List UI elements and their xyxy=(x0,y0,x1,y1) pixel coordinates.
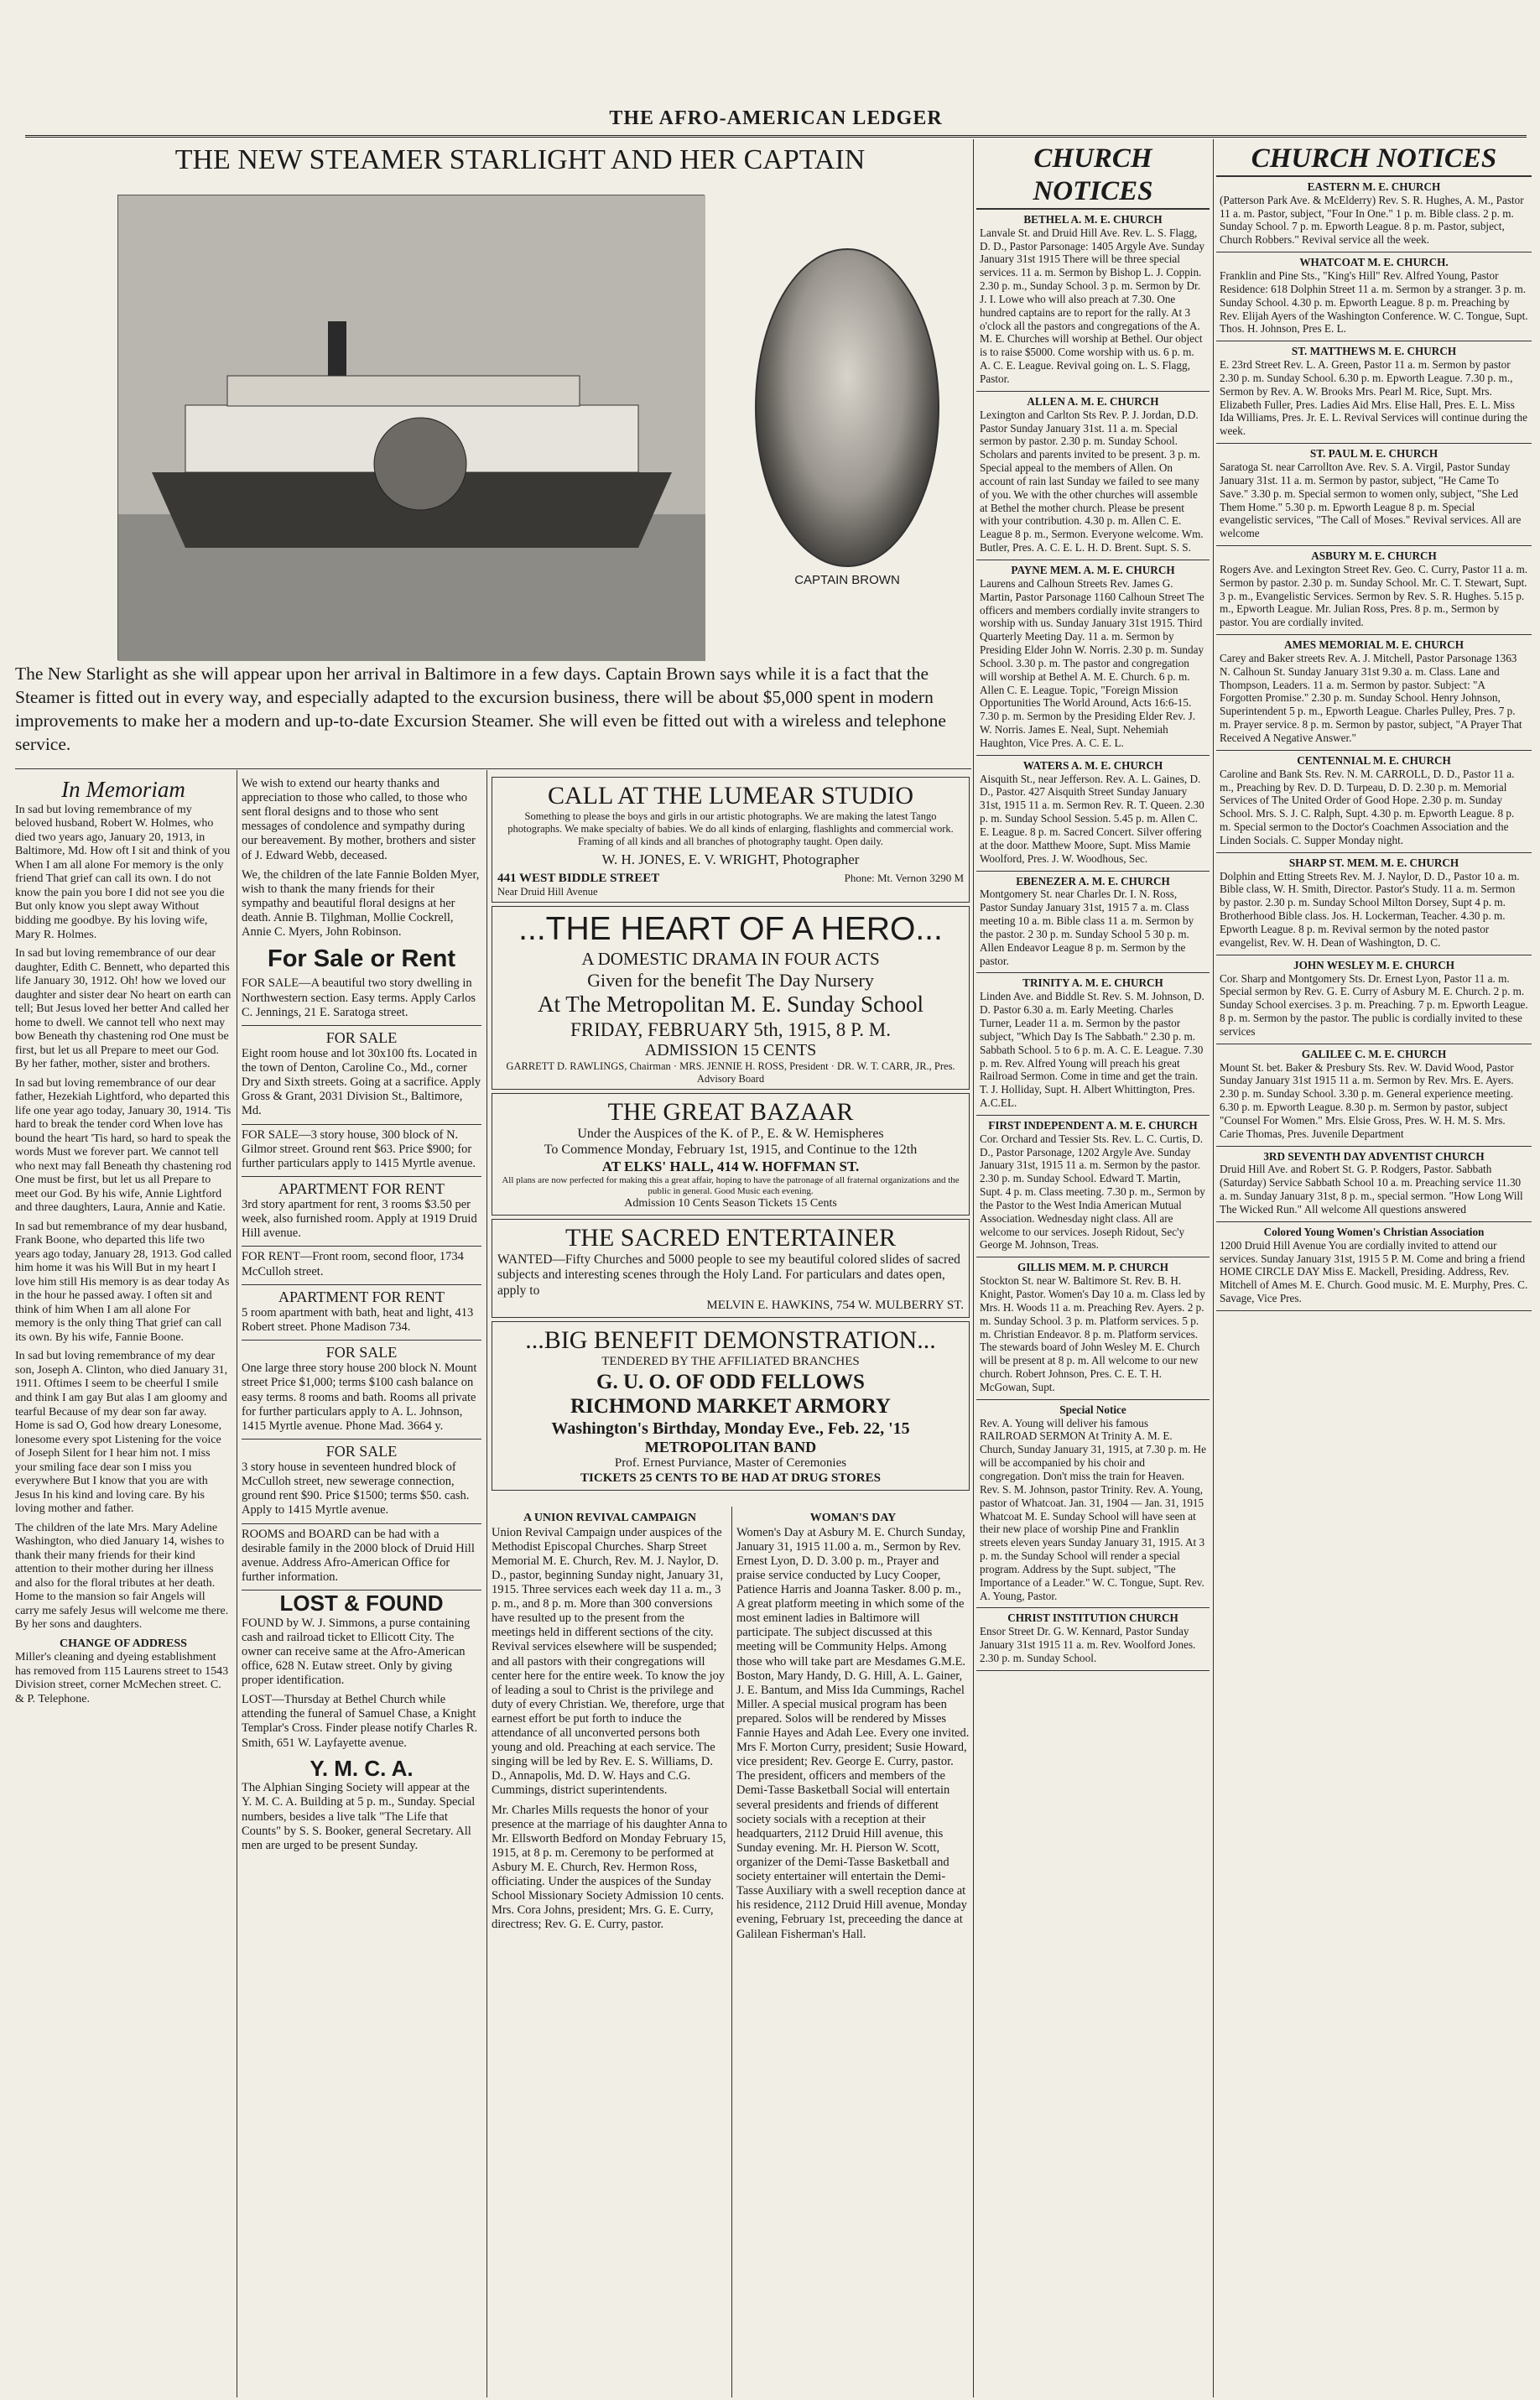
church-schedule: Rogers Ave. and Lexington Street Rev. Geo. C. Curry, Pastor 11 a. m. Sermon by pastor. 2.30 p. m. Sunday School. Mr. C. T. Stewart, Supt. 3 p. m., Evangelistic Services. Sermon by Rev. S. R. Hughes. 5.15 p. m., Epworth League. Mr. Julian Ross, Pres. 8 p. m., Sermon by pastor. You are cordially invited. xyxy=(1220,562,1528,629)
sacred-ad xyxy=(492,1219,970,1318)
hero-benefit: Given for the benefit The Day Nursery xyxy=(587,969,874,991)
memoriam-item: In sad but loving remembrance of our dear daughter, Edith C. Bennett, who departed this life January 30, 1912. Oh! how we loved our daughter and sister dear No heart on earth can tell; But Jesus loved her better And called her home to dwell. We cannot tell who next may bow Beneath thy chastening rod One must be first, but let us all Prepare to meet our God. By her father, mother, sister and brothers. xyxy=(15,947,232,1071)
church-schedule: Carey and Baker streets Rev. A. J. Mitchell, Pastor Parsonage 1363 N. Calhoun St. Sunday January 31st 9.30 a. m. Class. Lane and Thompson, Leaders. 11 a. m. Sermon by pastor. Subject: "A Forgotten Promise." 2.30 p. m. Sunday School. Henry Johnson, Superintendent 5 p. m., Epworth League. Charles Pulley, Pres. 7 p. m. Prayer service. 8 p. m. Sermon by pastor, subject, "A Prayer That Received A Negative Answer." xyxy=(1220,651,1522,744)
church-name: SHARP ST. MEM. M. E. CHURCH xyxy=(1288,856,1459,869)
church-schedule: 1200 Druid Hill Avenue You are cordially invited to attend our services. Sunday January 31st, 1915 5 P. M. Come and bring a friend HOME CIRCLE DAY Miss E. Mackell, Presiding. Address, Rev. Mitchell of Ames M. E. Church. Good music. M. E. Murphy, Pres. C. Savage, Vice Pres. xyxy=(1220,1238,1528,1305)
sacred-text: WANTED—Fifty Churches and 5000 people to see my beautiful colored slides of sacred subjects and interesting scenes through the Holy Land. For particulars and dates open, apply to xyxy=(497,1252,960,1298)
studio-names: W. H. JONES, E. V. WRIGHT, Photographer xyxy=(601,851,860,867)
church-schedule: Lexington and Carlton Sts Rev. P. J. Jordan, D.D. Pastor Sunday January 31st. 11 a. m. Special sermon by pastor. 2.30 p. m. Sunday School. Scholars and parents invited to be present. 3 p. m. Special appeal to the members of Allen. On account of rain last Sunday we failed to see many of you. We with the other churches will assemble at Bethel the mother church. Please be present with your contribution. 4.30 p. m. Allen C. E. League 8 p. m., Sermon. Everyone welcome. Wm. Butler, Pres. A. C. E. L. H. D. Brent. Supt. S. S. xyxy=(980,408,1204,554)
church-name: ASBURY M. E. CHURCH xyxy=(1311,549,1437,563)
church-schedule: Cor. Sharp and Montgomery Sts. Dr. Ernest Lyon, Pastor 11 a. m. Special sermon by Rev. G. E. Curry of Asbury M. E. Church. 2 p. m. Sunday School exercises. 3 p. m. Preaching. 7 p. m. Epworth League. 8 p. m. Sermon by the pastor. The public is cordially invited to these services xyxy=(1220,971,1528,1038)
church-schedule: Cor. Orchard and Tessier Sts. Rev. L. C. Curtis, D. D., Pastor Parsonage, 1202 Argyle Ave. Sunday January 31st, 1915 11 a. m. Sermon by the pastor. 2.30 p. m. Sunday School. Edward T. Martin, Supt. 4 p. m. Class meeting. 7.30 p. m., Sermon by the Pastor to the West India American Mutual Association. Wednesday night class. All are welcome to our services. Joseph Ridout, Sec'y George M. Johnson, Treas. xyxy=(980,1132,1205,1252)
church-schedule: Rev. A. Young will deliver his famous RAILROAD SERMON At Trinity A. M. E. Church, Sunday January 31, 1915, at 7.30 p. m. He will be accompanied by his choir and congregation. Don't miss the train for Heaven. Rev. S. M. Johnson, pastor Trinity. Rev. A. Young, pastor of Whatcoat. Jan. 31, 1904 — Jan. 31, 1915 Whatcoat M. E. Sunday School will have seen at their new place of worship Pine and Franklin streets eleven years Sunday January 31, 1915. At 3 p. m. the Sunday School will render a special program. Address by the Supt. subject, "The Importance of a Leader." W. C. Tongue, Supt. Rev. A. Young, Pastor. xyxy=(980,1416,1206,1602)
church-schedule: Ensor Street Dr. G. W. Kennard, Pastor Sunday January 31st 1915 11 a. m. Rev. Woolford Jones. 2.30 p. m. Sunday School. xyxy=(980,1625,1196,1664)
church-name: GALILEE C. M. E. CHURCH xyxy=(1301,1047,1447,1060)
bazaar-note: All plans are now perfected for making this a great affair, hoping to have the patronage of all fraternal organizations and the public in general. Good Music each evening. xyxy=(502,1175,960,1197)
church-entry xyxy=(1216,853,1532,955)
classified-ad-text: ROOMS and BOARD can be had with a desirable family in the 2000 block of Druid Hill avenue. Address Afro-American Office for further information. xyxy=(242,1527,475,1584)
memoriam-item: In sad but remembrance of my dear husband, Frank Boone, who departed this life two years ago today, January 28, 1913. God called him home it was his Will But in my heart I love him still His memory is as dear today As in the hour he passed away. I often sit and think of him When I am all alone For memory is the only thing That grief can call its own. By his wife, Fannie Boone. xyxy=(15,1220,232,1344)
church-entry xyxy=(1216,1222,1532,1311)
church-schedule: Franklin and Pine Sts., "King's Hill" Rev. Alfred Young, Pastor Residence: 618 Dolphin Street 11 a. m. Sermon by a stranger. 3 p. m. Sunday School. 4.30 p. m. Epworth League. 8 p. m. Preaching by Rev. Elijah Ayers of the Washington Conference. W. C. Tongue, Supt. Thos. H. Johnson, Pres E. L. xyxy=(1220,269,1528,336)
classified-column xyxy=(242,777,481,2396)
revival-column xyxy=(492,1512,728,2396)
classified-ad-text: FOR SALE—3 story house, 300 block of N. Gilmor street. Ground rent $63. Price $900; for further particulars apply to 1415 Myrtle avenue. xyxy=(242,1127,476,1170)
studio-title: CALL AT THE LUMEAR STUDIO xyxy=(547,782,914,810)
church-entry xyxy=(1216,751,1532,853)
sacred-sign: MELVIN E. HAWKINS, 754 W. MULBERRY ST. xyxy=(706,1298,964,1312)
benefit-title: ...BIG BENEFIT DEMONSTRATION... xyxy=(525,1325,936,1354)
womans-day-column xyxy=(736,1512,970,2396)
hero-ad xyxy=(492,906,970,1090)
church-entry xyxy=(1216,546,1532,635)
bazaar-title: THE GREAT BAZAAR xyxy=(607,1097,854,1126)
hero-place: At The Metropolitan M. E. Sunday School xyxy=(538,991,923,1017)
portrait-caption: CAPTAIN BROWN xyxy=(794,573,900,587)
studio-text: Something to please the boys and girls in our artistic photographs. We are making the latest Tango photographs. We make specialty of babies. We do all kinds of enlarging, flashlights and commercial work. Framing of all kinds and all branches of photography taught. Open daily. xyxy=(507,810,954,847)
church-entry xyxy=(1216,444,1532,546)
memoriam-column xyxy=(15,777,232,2396)
lost-notice: LOST—Thursday at Bethel Church while attending the funeral of Samuel Chase, a Knight Templar's Cross. Finder please notify Charles R. Smith, 651 W. Layfayette avenue. xyxy=(242,1693,478,1750)
church-schedule: Aisquith St., near Jefferson. Rev. A. L. Gaines, D. D., Pastor. 427 Aisquith Street Sunday January 31st, 1915 11 a. m. Sermon Rev. R. T. Queen. 2.30 p. m. Sunday School Session. 5.45 p. m. Allen C. E. League. 8 p. m. Sacred Concert. Silver offering at the door. Matthew Moore, Supt. Miss Mamie Woolford, Pres. J. W. Woodhous, Sec. xyxy=(980,772,1204,865)
church-entry xyxy=(1216,341,1532,444)
church-notices-a xyxy=(976,143,1210,2396)
classified-ad xyxy=(242,1177,481,1247)
display-ads xyxy=(492,777,970,1507)
benefit-ad xyxy=(492,1321,970,1491)
classified-ad-text: FOR SALE—A beautiful two story dwelling in Northwestern section. Easy terms. Apply Carlos C. Jennings, 21 E. Saratoga street. xyxy=(242,976,476,1019)
studio-ad xyxy=(492,777,970,903)
church-entry xyxy=(1216,1044,1532,1147)
church-schedule: Druid Hill Ave. and Robert St. G. P. Rodgers, Pastor. Sabbath (Saturday) Service Sabbath School 10 a. m. Preaching service 11.30 a. m. Sunday January 31st, 8 p. m., special sermon. "How Long Will The Wicked Run." All welcome All questions answered xyxy=(1220,1163,1523,1216)
hero-credits: GARRETT D. RAWLINGS, Chairman · MRS. JENNIE H. ROSS, President · DR. W. T. CARR, JR., Pres. Advisory Board xyxy=(506,1060,955,1085)
classified-ad xyxy=(242,1125,481,1177)
revival-text: Union Revival Campaign under auspices of the Methodist Episcopal Churches. Sharp Street Memorial M. E. Church, Rev. M. J. Naylor, D. D., pastor, beginning Sunday night, January 31, 1915. Three services each week day 11 a. m., 3 p. m., and 8 p. m. More than 300 conversions have resulted up to the present from the meetings held in different sections of the city. Revival services elsewhere will be suspended; and all pastors with their congregations will center here for the entire week. To know the joy of leading a soul to Christ is the privilege and duty of every Christian. We, therefore, urge that earnest effort be put forth to induce the attendance of all unconverted persons both young and old. Preaching at each service. The singing will be led by Rev. E. S. Williams, D. D., Annapolis, Md. D. W. Hays and C.G. Cummings, district superintendents. xyxy=(492,1525,726,1798)
church-name: ST. MATTHEWS M. E. CHURCH xyxy=(1291,345,1457,358)
church-schedule: Dolphin and Etting Streets Rev. M. J. Naylor, D. D., Pastor 10 a. m. Bible class, W. H. Smith, Director. Pastor's Study. 11 a. m. Sermon by pastor. 2.30 p. m. Sunday School Milton Dorsey, Supt 4 p. m. Brotherhood Bible class. Jos. H. Lockerman, Teacher. 4.30 p. m. Epworth League. 8 p. m. Revival sermon by the noted pastor evangelist, Rev. W. H. Dean of Washington, D. C. xyxy=(1220,869,1520,949)
church-entry xyxy=(976,1257,1210,1399)
classified-ad-title: FOR SALE xyxy=(325,1344,398,1361)
church-name: JOHN WESLEY M. E. CHURCH xyxy=(1293,958,1454,971)
lead-headline: THE NEW STEAMER STARLIGHT AND HER CAPTAIN xyxy=(174,144,866,175)
studio-near: Near Druid Hill Avenue xyxy=(497,886,598,898)
church-entry xyxy=(976,1400,1210,1609)
church-entry xyxy=(976,560,1210,756)
benefit-date: Washington's Birthday, Monday Eve., Feb. 22, '15 xyxy=(551,1419,910,1438)
masthead-title: THE AFRO-AMERICAN LEDGER xyxy=(609,107,943,129)
memoriam-item: In sad but loving remembrance of my beloved husband, Robert W. Holmes, who died two years ago, January 20, 1913, in Baltimore, Md. How oft I sit and think of you When I am all alone For memory is the only friend That grief can call its own. I do not know the pain you bore I did not see you die But only know you slept away Without bidding me goodbye. By his loving wife, Mary R. Holmes. xyxy=(15,803,231,941)
classified-ad xyxy=(242,1524,481,1590)
womans-day-title: WOMAN'S DAY xyxy=(809,1512,897,1524)
steamer-photo xyxy=(117,195,705,660)
bazaar-subtitle: Under the Auspices of the K. of P., E. & W. Hemispheres xyxy=(577,1127,884,1142)
bazaar-ad xyxy=(492,1093,970,1216)
church-entry xyxy=(976,973,1210,1115)
found-notice: FOUND by W. J. Simmons, a purse containing cash and railroad ticket to Ellicott City. The owner can receive same at the Afro-American office, 628 N. Eutaw street. Only by giving proper identification. xyxy=(242,1616,471,1688)
memoriam-item: In sad but loving remembrance of our dear father, Hezekiah Lightford, who departed this life one year ago today, January 30, 1914. 'Tis hard to break the tender cord When love has bound the heart 'Tis hard, so hard to speak the words Must we forever part. We cannot tell who next may fall Beneath thy chastening rod One must be first, but let us all Prepare to meet our God. By his wife, Annie Lightford and three daughters, Laura, Annie and Katie. xyxy=(15,1076,232,1215)
church-name: CHRIST INSTITUTION CHURCH xyxy=(1007,1611,1178,1625)
church-notices-title: CHURCH NOTICES xyxy=(976,143,1210,210)
church-name: AMES MEMORIAL M. E. CHURCH xyxy=(1284,638,1464,652)
steamer-illustration xyxy=(118,195,705,661)
classified-ad-title: APARTMENT FOR RENT xyxy=(278,1179,445,1197)
benefit-place: RICHMOND MARKET ARMORY xyxy=(570,1395,891,1419)
church-name: FIRST INDEPENDENT A. M. E. CHURCH xyxy=(988,1118,1198,1132)
masthead xyxy=(25,107,1527,138)
church-entry xyxy=(1216,252,1532,341)
church-entry xyxy=(1216,955,1532,1044)
church-list xyxy=(1216,177,1532,1311)
church-entry xyxy=(976,392,1210,560)
church-schedule: Montgomery St. near Charles Dr. I. N. Ross, Pastor Sunday January 31st, 1915 7 a. m. Class meeting 10 a. m. Bible class 11 a. m. Sermon by the pastor. 2 30 p. m. Sunday School 5 30 p. m. Allen Endeavor League 8 p. m. Sermon by the pastor. xyxy=(980,888,1194,967)
memoriam-item: In sad but loving remembrance of my dear son, Joseph A. Clinton, who died January 31, 1911. Oftimes I seem to be cheerful I smile and think I am gay But alas I am gloomy and tearful Because of my dear son far away. Home is sad O, God how dreary Lonesome, lonesome every spot Listening for the voice of Joseph Silent for I hear him not. I miss your smiling face dear son I miss you everywhere But I know that you are with Jesus In his kind and loving care. By his loving mother and father. xyxy=(15,1350,228,1516)
classified-ad xyxy=(242,1439,481,1524)
benefit-prof: Prof. Ernest Purviance, Master of Ceremonies xyxy=(614,1456,847,1471)
classified-ad-text: 3 story house in seventeen hundred block of McCulloh street, new sewerage connection, ground rent $90. Price $1500; terms $50. cash. Apply to 1415 Myrtle avenue. xyxy=(242,1460,470,1518)
church-name: ALLEN A. M. E. CHURCH xyxy=(1027,394,1159,408)
change-address-title: CHANGE OF ADDRESS xyxy=(60,1637,187,1650)
church-schedule: (Patterson Park Ave. & McElderry) Rev. S. R. Hughes, A. M., Pastor 11 a. m. Pastor, subject, "Four In One." 1 p. m. Bible class. 2 p. m. Sunday School. 7 p. m. Epworth League. 8 p. m. Pastor, subject, Church Robbers." Revival service all the week. xyxy=(1220,193,1524,247)
benefit-by: TENDERED BY THE AFFILIATED BRANCHES xyxy=(601,1354,860,1368)
church-entry xyxy=(976,756,1210,872)
benefit-org: G. U. O. OF ODD FELLOWS xyxy=(596,1370,865,1393)
church-name: 3RD SEVENTH DAY ADVENTIST CHURCH xyxy=(1263,1149,1485,1163)
church-name: WHATCOAT M. E. CHURCH. xyxy=(1299,256,1449,269)
church-name: BETHEL A. M. E. CHURCH xyxy=(1023,212,1163,226)
ymca-text: The Alphian Singing Society will appear at the Y. M. C. A. Building at 5 p. m., Sunday. Special numbers, besides a live talk "The Life that Counts" by S. S. Booker, general Secretary. All men are urged to be present Sunday. xyxy=(242,1781,476,1852)
church-name: Colored Young Women's Christian Association xyxy=(1263,1225,1485,1238)
church-schedule: Stockton St. near W. Baltimore St. Rev. B. H. Knight, Pastor. Women's Day 10 a. m. Class led by Mrs. H. Woods 11 a. m. Preaching Rev. Ayers. 2 p. m. Sunday School. 3 p. m. Platform services. 5 p. m. Christian Endeavor. 8 p. m. Platform services. The stewards board of John Wesley M. E. Church will be present at 8 p. m. All welcome to our new church. Robert Johnson, Pres. C. E. T. H. McGowan, Supt. xyxy=(980,1274,1205,1393)
church-entry xyxy=(1216,1147,1532,1222)
benefit-tickets: TICKETS 25 CENTS TO BE HAD AT DRUG STORES xyxy=(580,1471,881,1486)
church-notices-b xyxy=(1216,143,1532,2396)
classified-ad-text: 5 room apartment with bath, heat and light, 413 Robert street. Phone Madison 734. xyxy=(242,1305,474,1334)
church-name: EBENEZER A. M. E. CHURCH xyxy=(1016,874,1170,888)
change-address-text: Miller's cleaning and dyeing establishment has removed from 115 Laurens street to 1543 Division street, corner McMechen street. C. & P. Telephone. xyxy=(15,1651,229,1705)
classified-ad-text: 3rd story apartment for rent, 3 rooms $3.50 per week, also furnished room. Apply at 1919 Druid Hill avenue. xyxy=(242,1198,477,1241)
revival-title: A UNION REVIVAL CAMPAIGN xyxy=(523,1512,696,1524)
church-schedule: Caroline and Bank Sts. Rev. N. M. CARROLL, D. D., Pastor 11 a. m., Preaching by Rev. D. D. Turpeau, D. D. 2.30 p. m. Memorial Services of The United Order of Good Hope. 2.30 p. m. Sunday School. Mrs. S. J. C. Ralph, Supt. 4.30 p. m. Epworth League. 8 p. m. Special sermon to the Doctor's Coachmen Association and the Linden Socials. C. Supper Monday night. xyxy=(1220,767,1515,846)
memoriam-title: In Memoriam xyxy=(61,777,185,802)
classified-ad xyxy=(242,1285,481,1341)
classified-ad-text: FOR RENT—Front room, second floor, 1734 McCulloh street. xyxy=(242,1250,464,1278)
womans-day-text: Women's Day at Asbury M. E. Church Sunday, January 31, 1915 11.00 a. m., Sermon by Rev. Ernest Lyon, D. D. 3.00 p. m., Prayer and praise service conducted by Lucy Cooper, Patience Harris and Joanna Tasker. 8.00 p. m., A great platform meeting in which some of the most eminent ladies in Baltimore will participate. The subject discussed at this meeting will be Community Helps. Among those who will take part are Mesdames G.M.E. Boston, Mary Handy, D. G. Hill, A. L. Gainer, J. E. Bantum, and Miss Ida Cummings, Rachel Miller. A special musical program has been prepared. Solos will be rendered by Misses Fannie Hayes and Adah Lee. Every one invited. Mrs F. Morton Curry, president; Susie Howard, vice president; Rev. George E. Curry, pastor. The president, officers and members of the Demi-Tasse Basketball Social will entertain several presidents and friends of different society socials with a reception at their headquarters, 2112 Druid Hill avenue, this Sunday evening. Mr. H. Pierson W. Scott, organizer of the Demi-Tasse Basketball and society entertainer will entertain the Demi-Tasse Auxiliary with a swell reception dance at his residence, 2112 Druid Hill avenue, Monday evening, February 1st, preceeding the dance at Galilean Fisherman's Hall. xyxy=(736,1525,970,1941)
studio-phone: Phone: Mt. Vernon 3290 M xyxy=(844,871,964,884)
sacred-title: THE SACRED ENTERTAINER xyxy=(564,1223,897,1252)
studio-address: 441 WEST BIDDLE STREET xyxy=(497,871,660,885)
church-schedule: Linden Ave. and Biddle St. Rev. S. M. Johnson, D. D. Pastor 6.30 a. m. Early Meeting. Charles Turner, Leader 11 a. m. Sermon by the pastor subject, "Which Day Is The Sabbath." 2.30 p. m. Sabbath School. 5 to 6 p. m. A. C. E. League. 7.30 p. m. Rev. Alfred Young will preach his great Railroad Sermon. Come in time and get the train. T. J. Holliday, Supt. H. Albert Whittington, Pres. A.C.EL. xyxy=(980,990,1204,1110)
classified-ad xyxy=(242,973,481,1025)
classified-ad xyxy=(242,1026,481,1125)
hero-admission: ADMISSION 15 CENTS xyxy=(644,1040,817,1059)
lead-text: The New Starlight as she will appear upon her arrival in Baltimore in a few days. Captain Brown says while it is a fact that the Steamer is fitted out in every way, and especially adapted to the excursion business, there will be about $5,000 spent in modern improvements to make her a modern and up-to-date Excursion Steamer. She will even be fitted out with a wireless and telephone service. xyxy=(15,664,946,754)
church-entry xyxy=(976,210,1210,392)
bazaar-price: Admission 10 Cents Season Tickets 15 Cents xyxy=(624,1197,837,1210)
classified-ad-title: FOR SALE xyxy=(325,1442,398,1460)
church-name: ST. PAUL M. E. CHURCH xyxy=(1309,447,1439,461)
classified-ad-text: Eight room house and lot 30x100 fts. Located in the town of Denton, Caroline Co., Md., corner Dry and Sixth streets. Going at a sacrifice. Apply Gross & Grant, 2031 Division St., Baltimore, Md. xyxy=(242,1046,481,1118)
church-schedule: Mount St. bet. Baker & Presbury Sts. Rev. W. David Wood, Pastor Sunday January 31st 1915 11 a. m. Sermon by Rev. Mrs. E. Ayers. 2.30 p. m. Sunday School. 3.30 p. m. General experience meeting. 6.30 p. m. Epworth League. 8.30 p. m. Sermon by pastor, subject "Counsel For Women." Mrs. Elsie Gross, Pres. W. H. M. S. Mrs. Carie Thomas, Pres. Juvenile Department xyxy=(1220,1060,1514,1140)
church-schedule: Lanvale St. and Druid Hill Ave. Rev. L. S. Flagg, D. D., Pastor Parsonage: 1405 Argyle Ave. Sunday January 31st 1915 There will be three special services. 11 a. m. Sermon by Bishop L. J. Coppin. 2.30 p. m., Sunday School. 3 p. m. Sermon by Dr. J. I. Lowe who will also preach at 7.30. One hundred captains are to report for the rally. At 3 o'clock all the pastors and congregations of the A. M. E. Churches will worship at Bethel. Our object is to raise $5000. Come worship with us. 6 p. m. A. C. E. League. Revival going on. L. S. Flagg, Pastor. xyxy=(980,226,1204,385)
church-name: WATERS A. M. E. CHURCH xyxy=(1022,758,1163,772)
church-name: PAYNE MEM. A. M. E. CHURCH xyxy=(1011,563,1175,576)
church-entry xyxy=(976,1608,1210,1670)
church-entry xyxy=(1216,635,1532,751)
church-name: CENTENNIAL M. E. CHURCH xyxy=(1297,753,1451,767)
bazaar-dates: To Commence Monday, February 1st, 1915, and Continue to the 12th xyxy=(544,1143,918,1158)
church-notices-title: CHURCH NOTICES xyxy=(1216,143,1532,177)
hero-subtitle: A DOMESTIC DRAMA IN FOUR ACTS xyxy=(581,949,880,970)
church-list xyxy=(976,210,1210,1671)
ymca-title: Y. M. C. A. xyxy=(310,1755,414,1781)
thanks-notice: We, the children of the late Fannie Bolden Myer, wish to thank the many friends for their sympathy and beautiful floral designs at her death. Annie B. Tilghman, Mollie Cockrell, Annie C. Myers, John Robinson. xyxy=(242,867,480,940)
captain-portrait xyxy=(755,248,939,567)
church-entry xyxy=(976,872,1210,974)
thanks-notice: We wish to extend our hearty thanks and appreciation to those who called, to those who sent floral designs and to those who sent messages of condolence and sympathy during our bereavement. By mother, brothers and sister of J. Edward Webb, deceased. xyxy=(242,777,476,862)
classified-ad xyxy=(242,1341,481,1439)
church-name: TRINITY A. M. E. CHURCH xyxy=(1022,976,1163,990)
classified-ad-text: One large three story house 200 block N. Mount street Price $1,000; terms $100 cash balance on easy terms. 8 rooms and bath. Rooms all private for further particulars apply to A. L. Johnson, 1415 Myrtle avenue. Phone Mad. 3664 y. xyxy=(242,1361,477,1433)
memoriam-item: The children of the late Mrs. Mary Adeline Washington, who died January 14, wishes to thank their many friends for their kind attention to their mother during her illness and also for the floral tributes at her death. Home to the mansion so fair Angels will carry me safely Jesus will welcome me there. By her sons and daughters. xyxy=(15,1521,229,1632)
classified-ad-title: APARTMENT FOR RENT xyxy=(278,1288,445,1305)
church-name: EASTERN M. E. CHURCH xyxy=(1307,180,1441,193)
classified-ad-title: FOR SALE xyxy=(325,1028,398,1046)
church-entry xyxy=(976,1116,1210,1257)
church-schedule: Laurens and Calhoun Streets Rev. James G. Martin, Pastor Parsonage 1160 Calhoun Street The officers and members cordially invite strangers to worship with us. Sunday January 31st 1915. Third Quarterly Meeting Day. 11 a. m. Sermon by Presiding Elder John W. Norris. 2.30 p. m. Sunday School. 3.30 p. m. The pastor and congregation will worship at Bethel A. M. E. Church. 6 p. m. Allen C. E. League. Topic, "Foreign Mission Opportunities The World Around, Acts 16:6-15. 7.30 p. m. Sermon by the Presiding Elder Rev. J. W. Norris. James E. Neal, Supt. Nehemiah Haughton, Vice Pres. A. C. E. L. xyxy=(980,576,1204,749)
church-schedule: Saratoga St. near Carrollton Ave. Rev. S. A. Virgil, Pastor Sunday January 31st. 11 a. m. Sermon by pastor, subject, "He Came To Save." 3.30 p. m. Special sermon to women only, subject, "She Led Them Home." 5.30 p. m. Epworth League 8 p. m. Special evangelistic services, "The Call of Moses." Revival services. All are welcome xyxy=(1220,460,1522,540)
church-schedule: E. 23rd Street Rev. L. A. Green, Pastor 11 a. m. Sermon by pastor 2.30 p. m. Sunday School. 6.30 p. m. Epworth League. 7.30 p. m., Sermon by Rev. A. W. Brooks Mrs. Pearl M. Rice, Supt. Mrs. Elizabeth Fuller, Pres. Ladies Aid Mrs. Elise Hall, Pres. E. L. Miss Ida Williams, Pres. Jr. E. L. Revival Services will continue during the week. xyxy=(1220,358,1527,438)
church-entry xyxy=(1216,177,1532,252)
wedding-notice: Mr. Charles Mills requests the honor of your presence at the marriage of his daughter Anna to Mr. Ellsworth Bedford on Monday February 15, 1915, at 8 p. m. Ceremony to be performed at Asbury M. E. Church, Rev. Hermon Ross, officiating. Under the auspices of the Sunday School Missionary Society Admission 10 cents. Mrs. Cora Johns, president; Mrs. G. E. Curry, directress; Rev. G. E. Curry, pastor. xyxy=(492,1803,728,1932)
benefit-band: METROPOLITAN BAND xyxy=(644,1439,817,1456)
for-sale-title: For Sale or Rent xyxy=(268,945,455,973)
church-name: GILLIS MEM. M. P. CHURCH xyxy=(1017,1261,1169,1274)
classified-ad xyxy=(242,1247,481,1284)
hero-title: ...THE HEART OF A HERO... xyxy=(518,911,943,948)
church-name: Special Notice xyxy=(1059,1403,1126,1416)
hero-date: FRIDAY, FEBRUARY 5th, 1915, 8 P. M. xyxy=(570,1018,891,1040)
classified-ads xyxy=(242,973,481,1590)
bazaar-place: AT ELKS' HALL, 414 W. HOFFMAN ST. xyxy=(601,1158,860,1175)
lost-found-title: LOST & FOUND xyxy=(279,1590,444,1616)
